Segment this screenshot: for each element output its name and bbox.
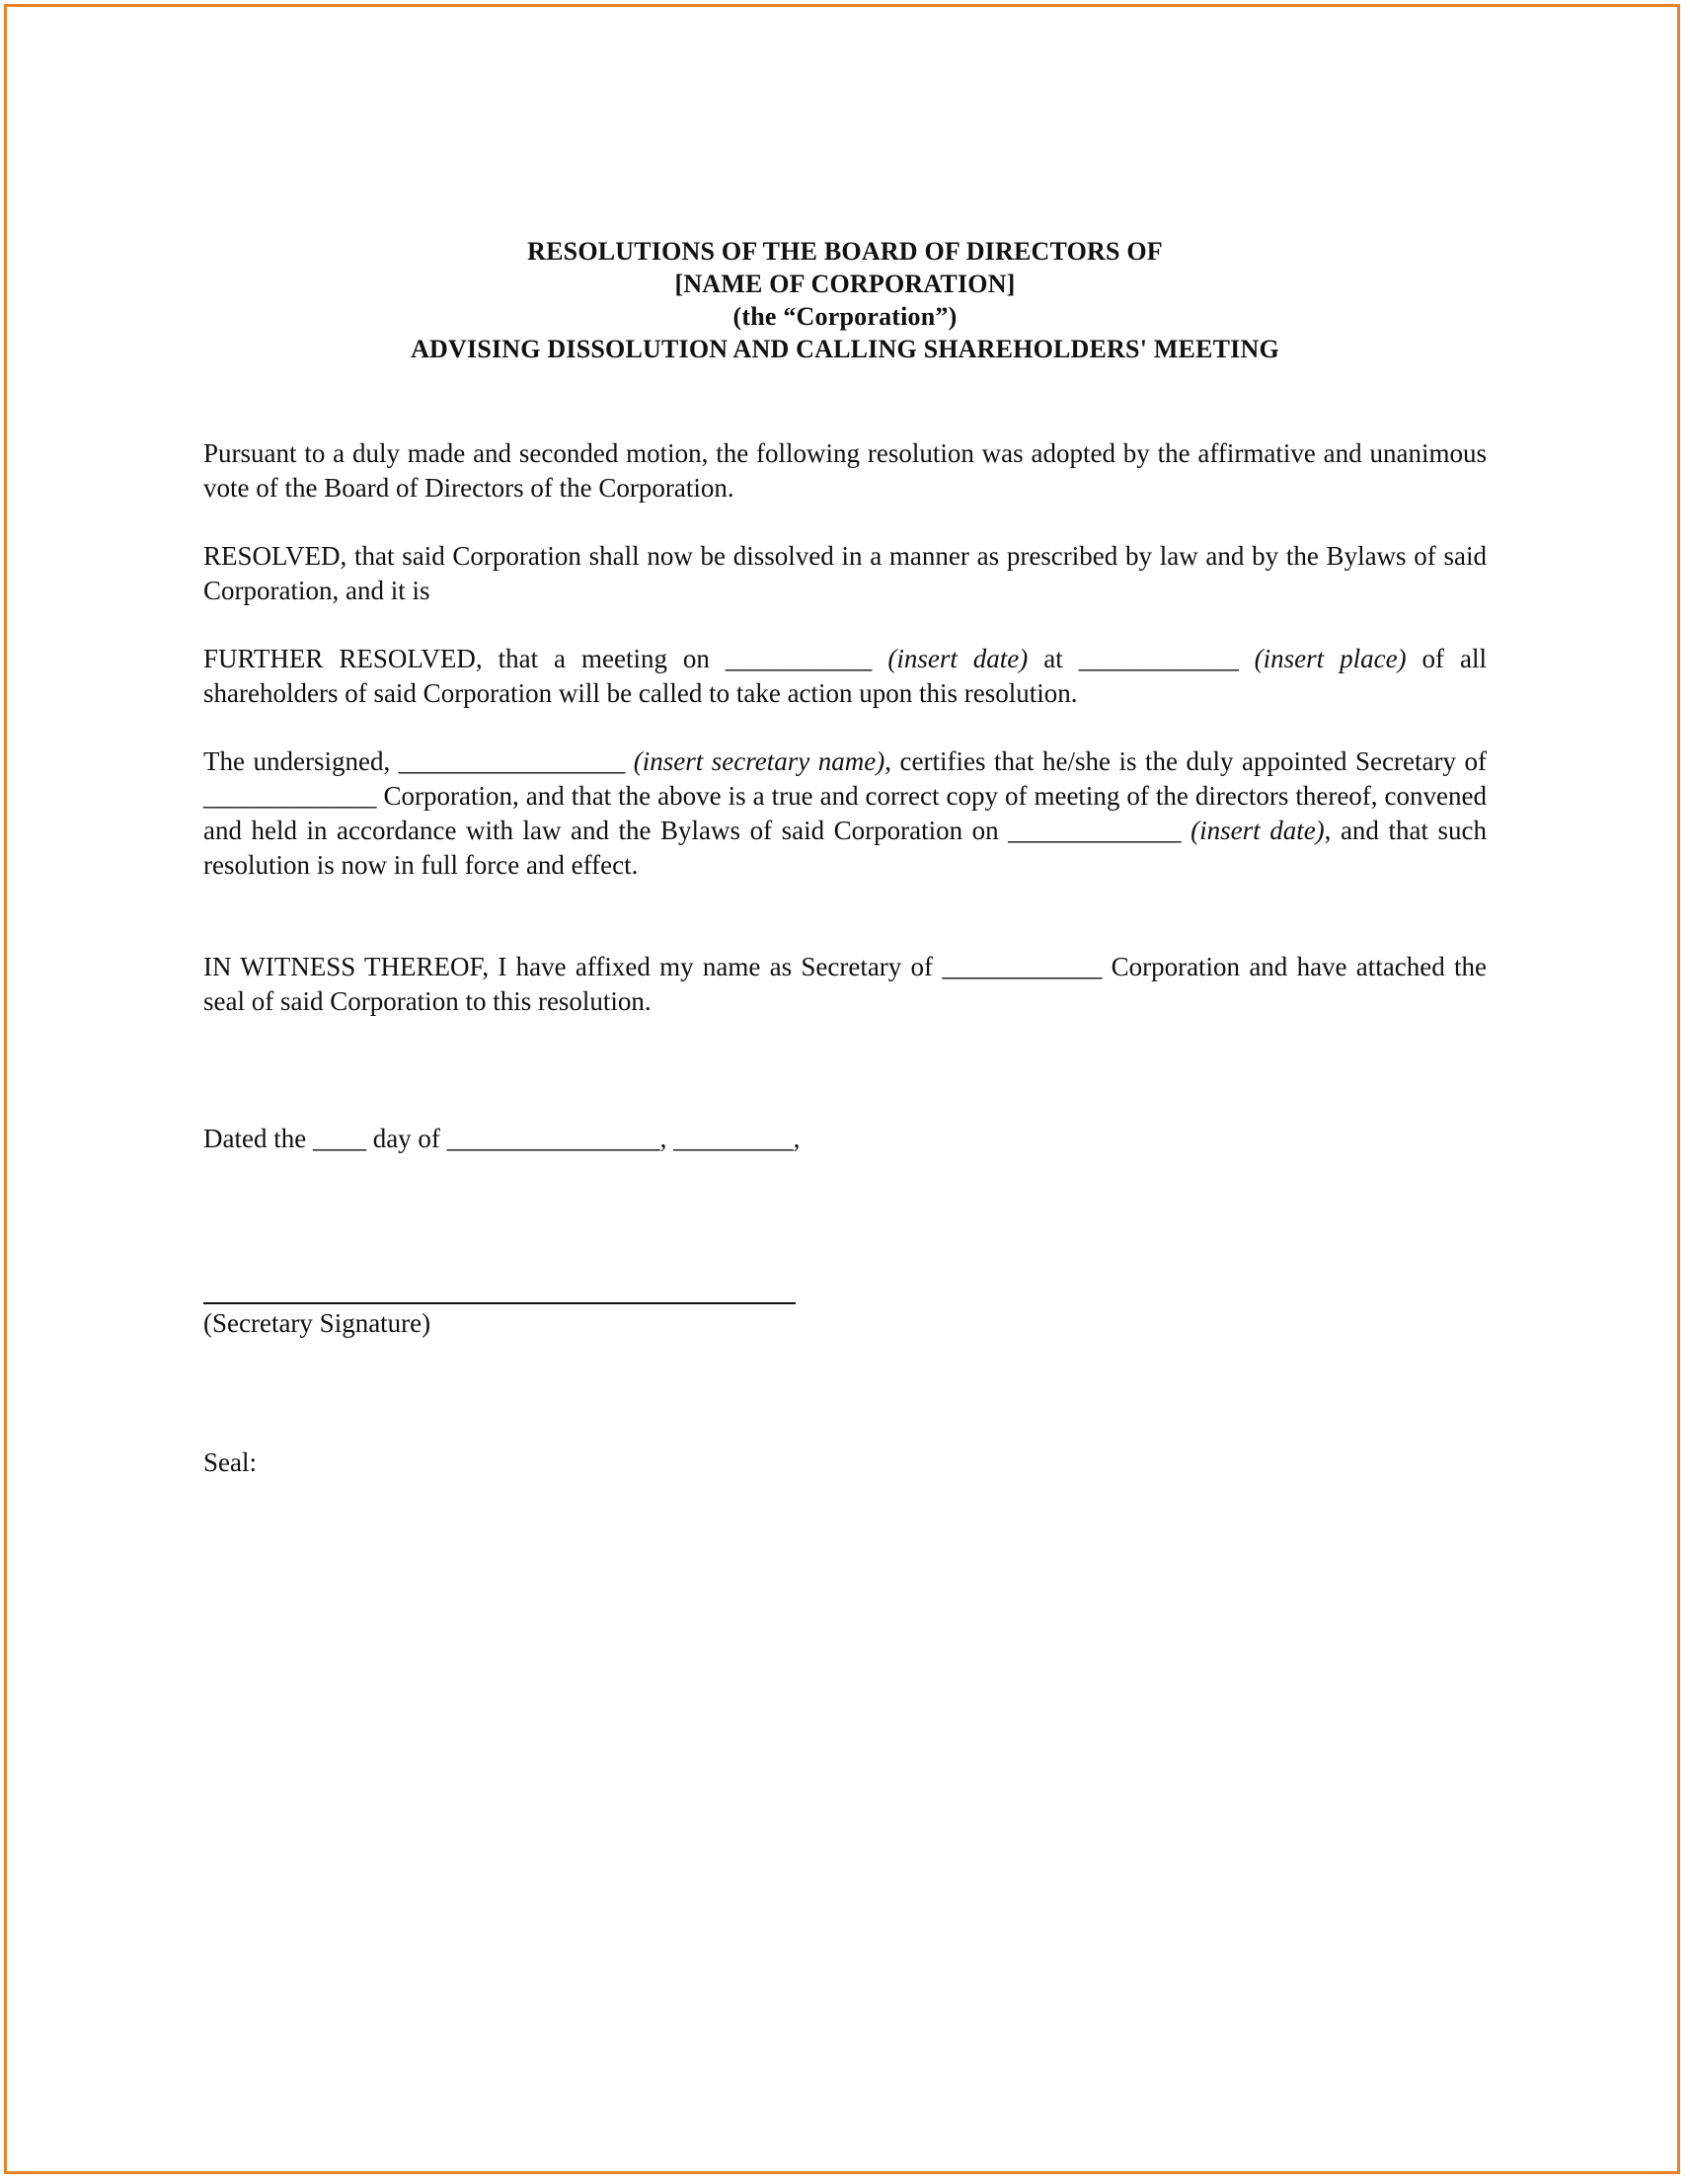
paragraph-witness: IN WITNESS THEREOF, I have affixed my name as Secretary of ____________ Corporation and have attached the seal of said Corporation to this resolution. [203,952,1487,1016]
signature-line [203,1302,796,1304]
document-title [203,235,1487,365]
title-line-3: (the “Corporation”) [732,302,958,331]
paragraph-certification [203,744,1487,883]
insert-date-hint: (insert date) [887,644,1029,673]
insert-date-hint-2: (insert date) [1191,816,1325,845]
further-resolved-text-2: at ____________ [1028,644,1255,673]
document-body [203,235,1487,1480]
paragraph-further-resolved [203,642,1487,711]
signature-label: (Secretary Signature) [203,1308,431,1338]
certification-text-2: , certifies that he/she is the duly appointed Secretary of _____________ Corporation, and that the above is a true and correct copy of meeting of the directors thereof, convened and held in accordance with law and the Bylaws of said Corporation on _____________ [203,746,1487,845]
certification-text-3: , and that such resolution is now in full force and effect. [203,816,1487,880]
seal-label: Seal: [203,1447,257,1477]
paragraph-resolved: RESOLVED, that said Corporation shall now be dissolved in a manner as prescribed by law and by the Bylaws of said Corporation, and it is [203,541,1487,605]
title-line-2: [NAME OF CORPORATION] [674,270,1016,298]
further-resolved-text-1: FURTHER RESOLVED, that a meeting on ___________ [203,644,888,673]
signature-block [203,1302,1487,1341]
title-line-1: RESOLUTIONS OF THE BOARD OF DIRECTORS OF [527,237,1163,266]
insert-place-hint: (insert place) [1254,644,1407,673]
paragraph-motion: Pursuant to a duly made and seconded motion, the following resolution was adopted by the affirmative and unanimous vote of the Board of Directors of the Corporation. [203,438,1487,503]
certification-text-1: The undersigned, _________________ [203,746,634,776]
further-resolved-text-3: of all shareholders of said Corporation will be called to take action upon this resolution. [203,644,1487,708]
insert-secretary-name-hint: (insert secretary name) [633,746,885,776]
dated-line: Dated the ____ day of ________________, _________, [203,1124,801,1153]
title-line-4: ADVISING DISSOLUTION AND CALLING SHAREHOLDERS' MEETING [411,335,1279,363]
